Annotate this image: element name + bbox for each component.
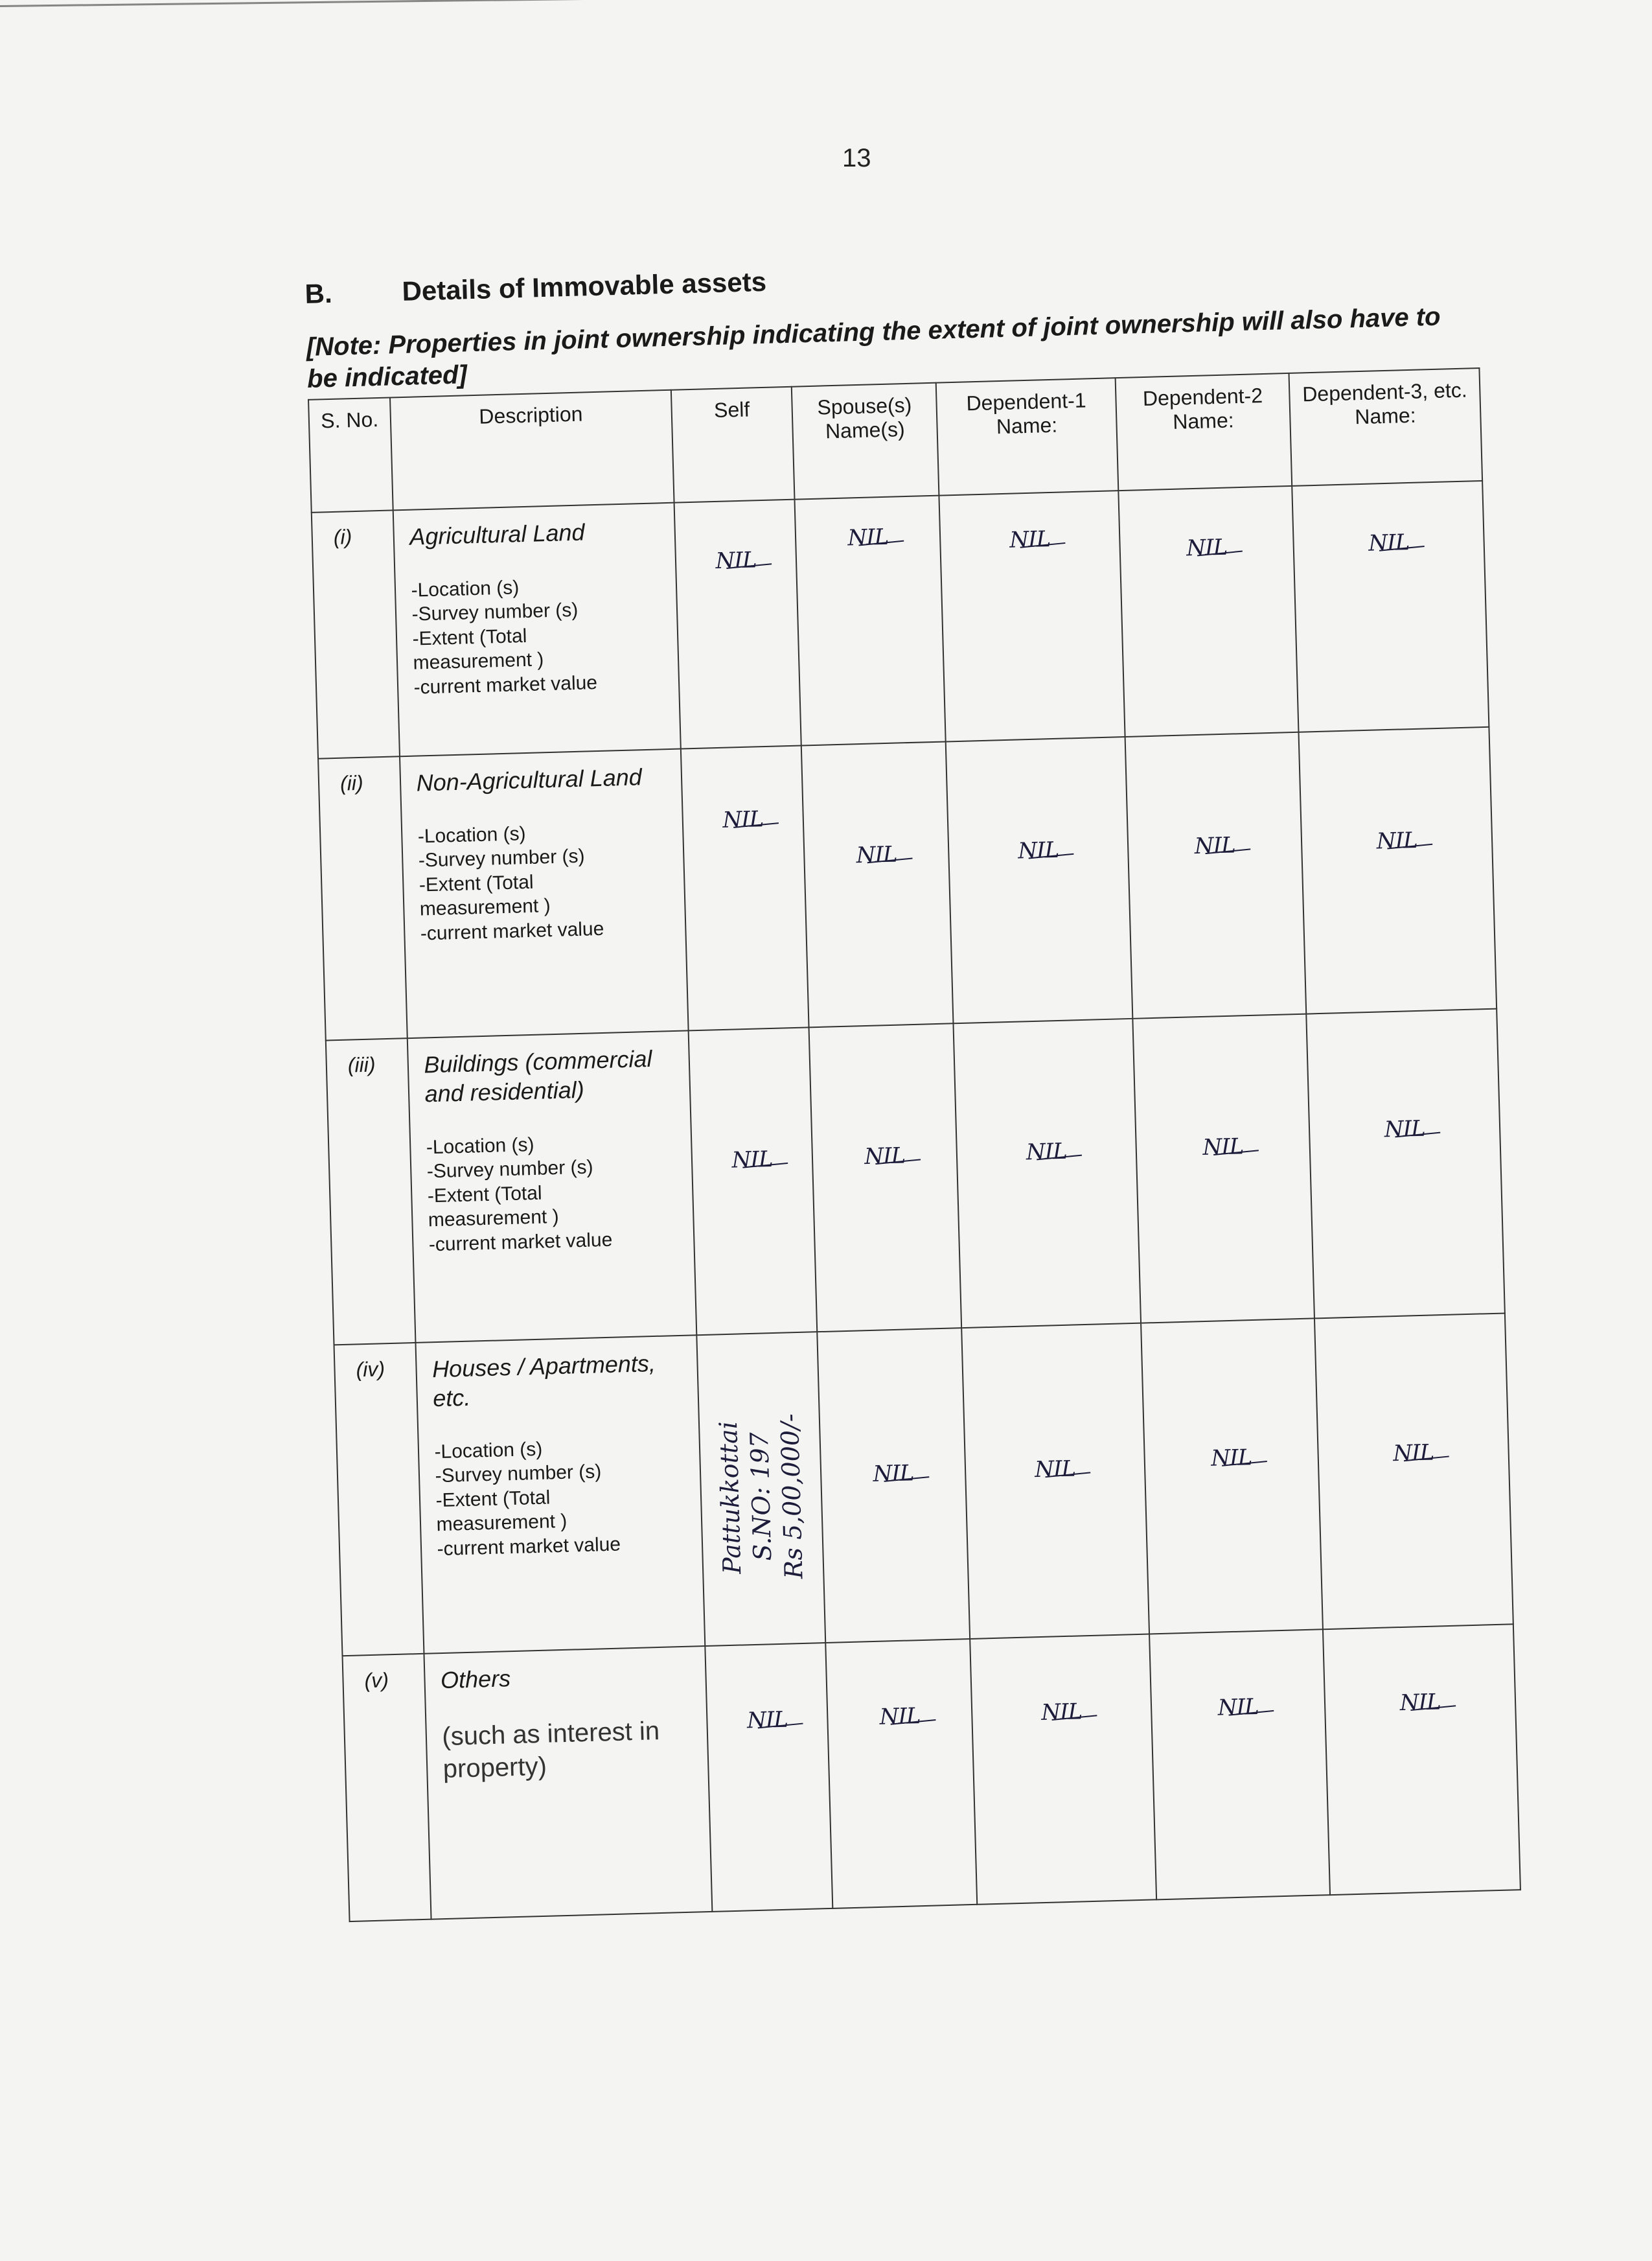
field-line: -Location (s)	[434, 1438, 543, 1463]
table-row	[342, 1624, 1520, 1921]
handwritten-entry: NIL	[857, 1459, 929, 1481]
field-line: -Survey number (s)	[426, 1156, 593, 1183]
field-line: measurement )	[436, 1510, 568, 1536]
field-line: -Location (s)	[417, 822, 526, 848]
cell-dependent-2	[1132, 1014, 1314, 1323]
handwritten-line: S.NO: 197	[744, 1432, 777, 1562]
row-sno: (iii)	[326, 1038, 415, 1345]
cell-dependent-3	[1299, 726, 1497, 1014]
handwritten-entry: NIL	[1369, 1115, 1441, 1137]
row-sno: (ii)	[318, 756, 407, 1040]
cell-dependent-3	[1323, 1624, 1520, 1895]
row-fields	[417, 818, 676, 946]
section-heading	[304, 247, 1471, 310]
handwritten-entry: NIL	[1187, 1133, 1259, 1154]
section-letter: B.	[304, 277, 333, 309]
field-line: -Extent (Total	[435, 1487, 551, 1511]
handwritten-entry: NIL	[716, 1146, 788, 1167]
cell-dependent-1	[970, 1634, 1156, 1904]
handwritten-entry: NIL	[1179, 831, 1251, 853]
field-line: -current market value	[437, 1533, 621, 1560]
handwritten-entry: NIL	[832, 524, 904, 545]
handwritten-entry: NIL	[700, 546, 772, 568]
handwritten-entry: NIL	[1377, 1439, 1449, 1460]
cell-self	[688, 1027, 817, 1335]
section-title: Details of Immovable assets	[401, 266, 767, 307]
field-line: -Location (s)	[426, 1133, 534, 1158]
page-top-edge	[0, 0, 1652, 65]
row-description	[400, 748, 689, 1038]
row-sno: (iv)	[334, 1343, 424, 1656]
page-number: 13	[842, 144, 871, 172]
handwritten-entry: NIL	[864, 1702, 936, 1724]
handwritten-entry: NIL	[1384, 1688, 1456, 1710]
field-line: measurement )	[413, 649, 544, 674]
handwritten-entry: NIL	[1019, 1455, 1091, 1476]
cell-spouse	[801, 741, 953, 1027]
cell-dependent-3	[1314, 1313, 1513, 1629]
header-sno: S. No.	[308, 397, 393, 512]
field-line: -Survey number (s)	[435, 1461, 602, 1487]
row-description	[415, 1335, 705, 1654]
handwritten-entry: NIL	[1361, 827, 1433, 848]
immovable-assets-section	[304, 247, 1515, 1921]
cell-spouse	[818, 1328, 970, 1643]
handwritten-entry: NIL	[1026, 1698, 1097, 1719]
row-fields	[426, 1128, 684, 1257]
header-spouse: Spouse(s) Name(s)	[792, 382, 939, 499]
handwritten-entry: NIL	[1171, 534, 1243, 555]
field-line: -Location (s)	[411, 576, 520, 601]
cell-dependent-3	[1306, 1008, 1504, 1318]
header-dependent-2: Dependent-2 Name:	[1115, 373, 1292, 491]
table-row	[312, 481, 1489, 759]
field-line: -Extent (Total	[412, 625, 527, 650]
handwritten-property-note	[712, 1378, 810, 1614]
row-description	[424, 1646, 712, 1919]
header-description: Description	[390, 389, 674, 510]
handwritten-entry: NIL	[1353, 529, 1425, 550]
handwritten-entry: NIL	[1202, 1693, 1274, 1715]
field-line: -Extent (Total	[427, 1182, 542, 1207]
row-title: Non-Agricultural Land	[416, 763, 643, 796]
handwritten-entry: NIL	[707, 806, 779, 827]
cell-dependent-1	[939, 491, 1125, 741]
field-line: measurement )	[428, 1206, 560, 1231]
field-line: -Extent (Total	[419, 871, 534, 896]
row-title: Others	[440, 1664, 511, 1693]
cell-spouse	[809, 1023, 961, 1332]
cell-dependent-2	[1125, 732, 1306, 1018]
handwritten-line: Pattukkottai	[713, 1420, 747, 1574]
table-row	[318, 726, 1497, 1040]
header-dependent-3: Dependent-3, etc. Name:	[1289, 368, 1482, 486]
row-description	[393, 502, 680, 756]
field-line: measurement )	[419, 895, 551, 920]
field-line: -current market value	[428, 1229, 613, 1255]
row-description	[407, 1030, 696, 1343]
field-line: -current market value	[413, 671, 598, 699]
cell-self	[674, 499, 801, 748]
handwritten-entry: NIL	[1002, 837, 1074, 858]
cell-dependent-1	[946, 737, 1132, 1023]
row-sno: (v)	[342, 1653, 431, 1921]
section-note: [Note: Properties in joint ownership indicating the extent of joint ownership will also have to be indicated]	[306, 302, 1441, 393]
immovable-assets-table	[308, 367, 1521, 1922]
cell-dependent-2	[1141, 1318, 1323, 1634]
row-title: Houses / Apartments, etc.	[431, 1349, 656, 1411]
row-fields	[411, 572, 669, 700]
cell-self	[680, 745, 809, 1030]
handwritten-line: Rs 5,00,000/-	[775, 1412, 809, 1579]
cell-spouse	[795, 495, 946, 745]
table-row	[334, 1313, 1513, 1656]
handwritten-entry: NIL	[731, 1706, 803, 1728]
field-line: -current market value	[420, 918, 604, 945]
cell-self	[696, 1332, 826, 1646]
row-fields	[434, 1433, 693, 1561]
cell-self	[705, 1643, 833, 1912]
handwritten-entry: NIL	[1011, 1138, 1083, 1159]
cell-dependent-2	[1149, 1629, 1330, 1899]
field-line: -Survey number (s)	[418, 845, 585, 872]
handwritten-entry: NIL	[849, 1142, 921, 1163]
row-title: Agricultural Land	[409, 518, 585, 550]
header-dependent-1: Dependent-1 Name:	[936, 378, 1118, 495]
row-title: Buildings (commercial and residential)	[423, 1045, 652, 1107]
cell-dependent-3	[1292, 481, 1489, 732]
row-subtitle: (such as interest in property)	[441, 1716, 660, 1783]
cell-dependent-1	[953, 1018, 1140, 1327]
cell-dependent-2	[1118, 485, 1299, 736]
cell-dependent-1	[961, 1323, 1149, 1638]
field-line: -Survey number (s)	[411, 599, 579, 625]
handwritten-entry: NIL	[841, 841, 913, 863]
cell-spouse	[826, 1639, 978, 1908]
table-row	[326, 1008, 1505, 1345]
header-self: Self	[671, 386, 794, 502]
row-sno: (i)	[312, 510, 400, 758]
handwritten-entry: NIL	[1195, 1444, 1267, 1465]
handwritten-entry: NIL	[994, 526, 1066, 547]
